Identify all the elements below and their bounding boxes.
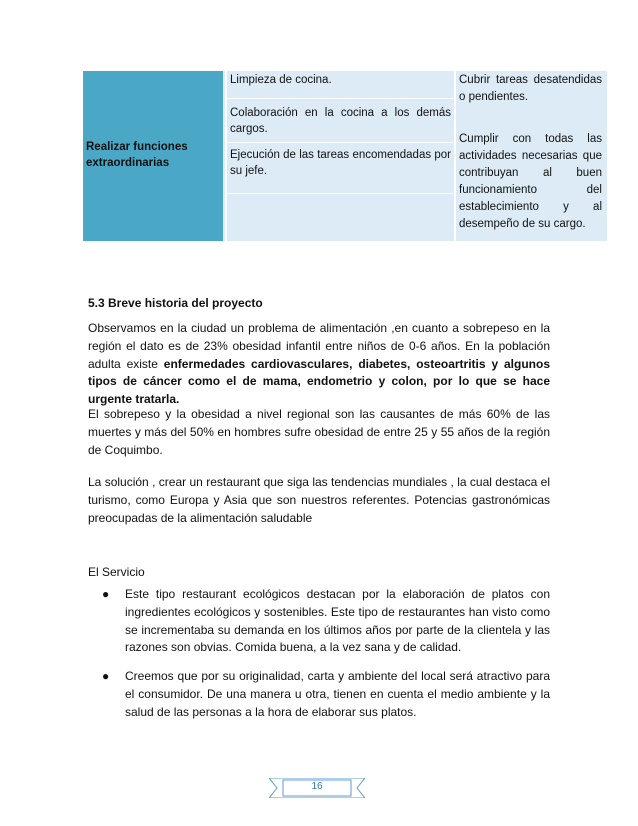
table-label: Realizar funciones extraordinarias xyxy=(86,141,188,169)
list-item-text: Creemos que por su originalidad, carta y ambiente del local será atractivo para el consumidor. De una manera u otra, tienen en cuenta el medio ambiente y la salud de las personas a la hora de elaborar sus platos. xyxy=(125,669,550,719)
paragraph-1-text: Observamos en la ciudad un problema de alimentación ,en cuanto a sobrepeso en la región el dato es de 23% obesidad infantil entre niños de 0-6 años. En la población adulta existe xyxy=(88,321,550,371)
objective-text xyxy=(459,131,602,233)
page-number: 16 xyxy=(311,781,323,792)
section-heading: 5.3 Breve historia del proyecto xyxy=(88,296,263,310)
list-item-text: Este tipo restaurant ecológicos destacan por la elaboración de platos con ingredientes ecológicos y sostenibles. Este tipo de restaurantes han visto como se incrementaba su demanda en los últimos años por parte de la clientela y las razones son obvias. Comida buena, a la vez sana y de calidad. xyxy=(125,587,550,655)
objective-2: Cumplir con todas las actividades necesarias que contribuyan al buen funcionamiento del establecimiento y al desempeño de su cargo. xyxy=(459,133,602,230)
paragraph-2: El sobrepeso y la obesidad a nivel regional son las causantes de más 60% de las muertes y más del 50% en hombres sufre obesidad de entre 25 y 55 años de la región de Coquimbo. xyxy=(88,407,550,457)
bullet-icon: ● xyxy=(102,669,110,684)
tasks-column xyxy=(227,71,454,241)
objective-text xyxy=(459,72,602,106)
task-row xyxy=(227,71,454,99)
table-label-cell xyxy=(83,71,225,241)
task-text: Colaboración en la cocina a los demás cargos. xyxy=(230,107,451,135)
list-item xyxy=(88,668,550,721)
service-heading: El Servicio xyxy=(88,565,145,579)
task-row xyxy=(227,99,454,143)
bullet-icon: ● xyxy=(102,587,110,601)
task-text: Limpieza de cocina. xyxy=(230,74,332,86)
objectives-column xyxy=(456,71,607,241)
paragraph-1-bold: enfermedades cardiovasculares, diabetes, osteoartritis y algunos tipos de cáncer como el de mama, endometrio y colon, por lo que se hace urgente tratarla. xyxy=(88,356,550,407)
paragraph-1 xyxy=(88,320,550,409)
list-item xyxy=(88,586,550,657)
paragraph-3: La solución , crear un restaurant que siga las tendencias mundiales , la cual destaca el turismo, como Europa y Asia que son nuestros referentes. Potencias gastronómicas preocupadas de la alimentación saludable xyxy=(88,475,550,525)
functions-table xyxy=(83,71,607,241)
task-row xyxy=(227,194,454,241)
task-text: Ejecución de las tareas encomendadas por su jefe. xyxy=(230,149,451,177)
task-row xyxy=(227,143,454,194)
objective-1: Cubrir tareas desatendidas o pendientes. xyxy=(459,74,602,103)
service-list xyxy=(88,586,550,733)
page-number-box xyxy=(269,778,365,798)
